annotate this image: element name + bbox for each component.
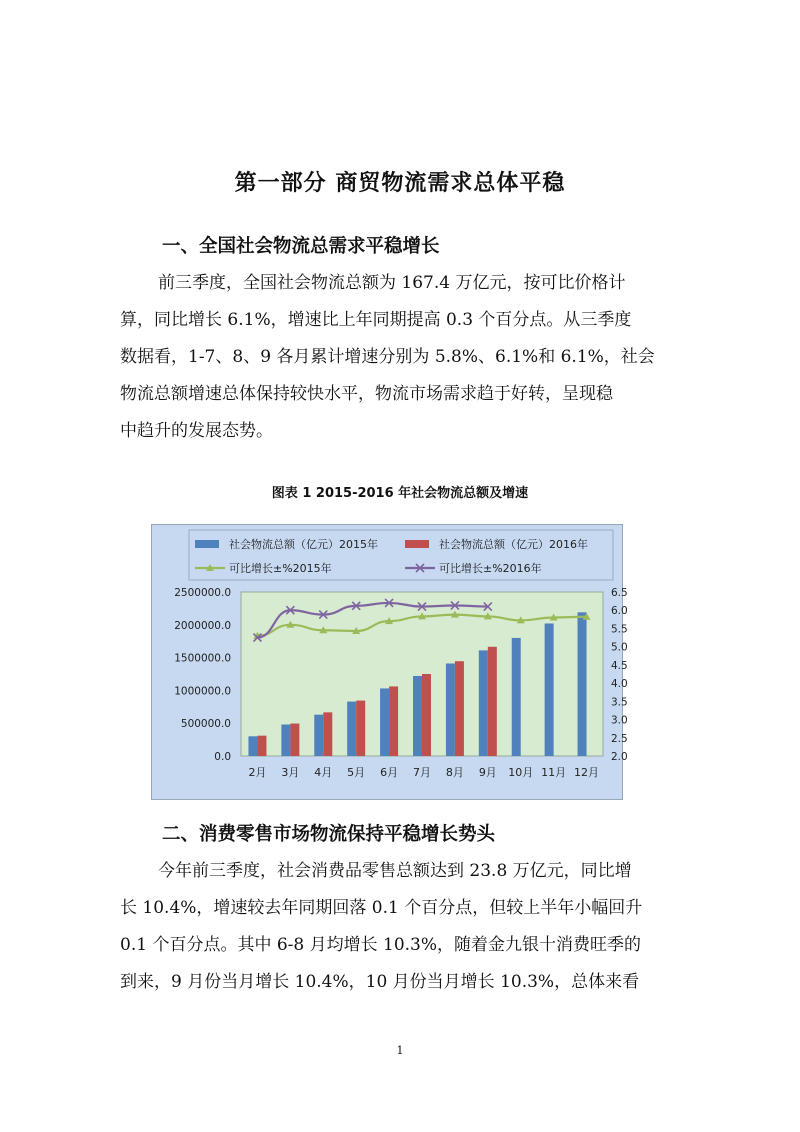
page-title: 第一部分 商贸物流需求总体平稳: [234, 171, 566, 196]
x-tick-label: 6月: [380, 766, 399, 779]
section-heading-2: 二、消费零售市场物流保持平稳增长势头: [162, 824, 496, 845]
bar-2016: [422, 674, 431, 756]
page-number: 1: [396, 1044, 404, 1057]
bar-2016: [257, 736, 266, 756]
x-tick-label: 7月: [413, 766, 431, 779]
bar-2015: [545, 623, 554, 756]
bar-2015: [446, 664, 455, 756]
bar-2015: [248, 736, 257, 756]
x-tick-label: 5月: [347, 766, 366, 779]
x-tick-label: 9月: [478, 766, 497, 779]
legend-swatch: [195, 540, 219, 548]
paragraph-line: 前三季度，全国社会物流总额为 167.4 万亿元，按可比价格计: [158, 273, 626, 293]
paragraph-line: 今年前三季度，社会消费品零售总额达到 23.8 万亿元，同比增: [158, 861, 632, 881]
bar-2015: [512, 638, 521, 756]
y-left-tick-label: 500000.0: [180, 718, 231, 731]
paragraph-line: 长 10.4%，增速较去年同期回落 0.1 个百分点，但较上半年小幅回升: [120, 898, 643, 918]
y-right-tick-label: 4.5: [611, 659, 628, 672]
y-left-tick-label: 1500000.0: [174, 652, 231, 665]
bar-2016: [290, 724, 299, 756]
y-right-tick-label: 5.5: [611, 623, 628, 636]
x-tick-label: 8月: [445, 766, 464, 779]
bar-2015: [578, 612, 587, 756]
bar-2015: [347, 702, 356, 756]
bar-2015: [413, 676, 422, 756]
bar-2015: [380, 688, 389, 756]
paragraph-line: 物流总额增速总体保持较快水平，物流市场需求趋于好转，呈现稳: [120, 384, 613, 404]
x-tick-label: 4月: [314, 766, 333, 779]
x-tick-label: 2月: [248, 766, 267, 779]
paragraph-line: 到来，9 月份当月增长 10.4%，10 月份当月增长 10.3%，总体来看: [120, 972, 640, 992]
bar-2015: [479, 650, 488, 756]
bar-2016: [389, 686, 398, 756]
chart-svg: [151, 524, 628, 800]
bar-2015: [314, 715, 323, 756]
y-right-tick-label: 6.0: [611, 605, 628, 618]
y-left-tick-label: 2000000.0: [174, 619, 231, 632]
legend-label: 社会物流总额（亿元）2016年: [439, 538, 588, 551]
y-right-tick-label: 5.0: [611, 641, 628, 654]
y-right-tick-label: 4.0: [611, 678, 628, 691]
x-tick-label: 10月: [508, 766, 534, 779]
legend-label: 可比增长±%2016年: [439, 562, 542, 575]
bar-2016: [323, 712, 332, 756]
legend-label: 可比增长±%2015年: [229, 562, 332, 575]
x-tick-label: 11月: [541, 766, 567, 779]
y-right-tick-label: 2.0: [611, 751, 628, 763]
bar-2016: [455, 661, 464, 756]
section-2-paragraph: [120, 853, 680, 1001]
y-right-tick-label: 2.5: [611, 732, 628, 745]
paragraph-line: 0.1 个百分点。其中 6-8 月均增长 10.3%，随着金九银十消费旺季的: [120, 935, 642, 955]
logistics-chart: [151, 524, 628, 800]
legend-label: 社会物流总额（亿元）2015年: [229, 538, 378, 551]
bar-2016: [356, 701, 365, 756]
section-heading-1: 一、全国社会物流总需求平稳增长: [162, 236, 440, 257]
y-right-tick-label: 3.5: [611, 696, 628, 709]
y-right-tick-label: 3.0: [611, 714, 628, 727]
legend-swatch: [405, 540, 429, 548]
y-left-tick-label: 0.0: [214, 751, 231, 763]
bar-2016: [488, 647, 497, 756]
paragraph-line: 算，同比增长 6.1%，增速比上年同期提高 0.3 个百分点。从三季度: [120, 310, 632, 330]
x-tick-label: 12月: [574, 766, 600, 779]
bar-2015: [281, 725, 290, 756]
section-1-paragraph: [120, 265, 680, 450]
figure-caption: 图表 1 2015-2016 年社会物流总额及增速: [271, 486, 529, 501]
y-left-tick-label: 2500000.0: [174, 587, 231, 599]
x-tick-label: 3月: [281, 766, 300, 779]
paragraph-line: 数据看，1-7、8、9 各月累计增速分别为 5.8%、6.1%和 6.1%，社会: [120, 347, 655, 367]
paragraph-line: 中趋升的发展态势。: [120, 421, 273, 441]
y-left-tick-label: 1000000.0: [174, 685, 231, 698]
y-right-tick-label: 6.5: [611, 587, 628, 599]
